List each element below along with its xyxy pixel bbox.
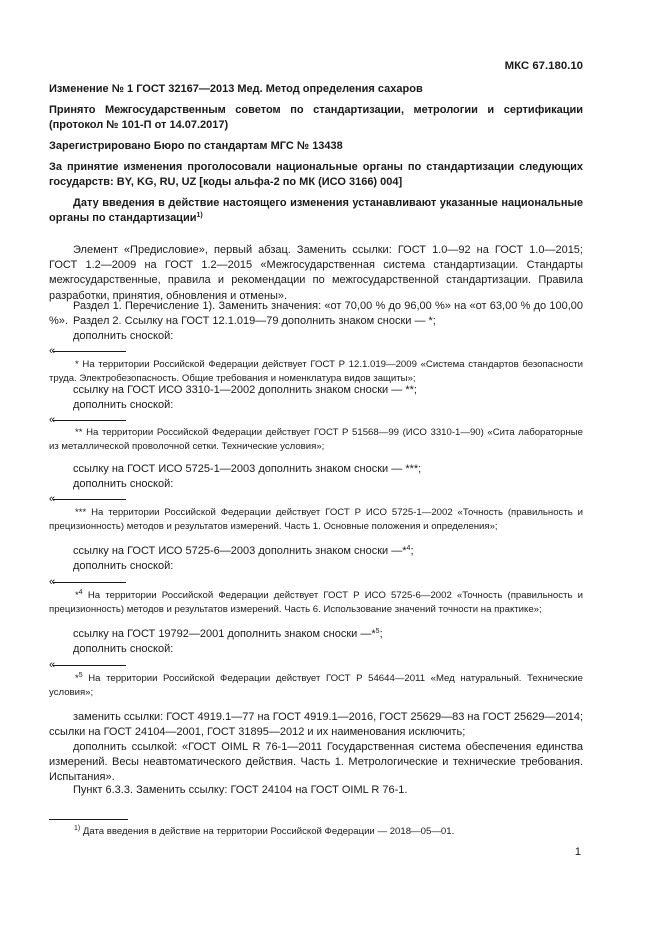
add-footnote-line: дополнить сноской: [73,399,174,411]
quote-mark: « [49,659,56,671]
page-number: 1 [574,846,581,858]
footnote-rule [53,665,126,666]
add-footnote-line: дополнить сноской: [73,560,174,572]
footnote-ref: 1) [196,212,203,219]
add-footnote-line: дополнить сноской: [73,330,174,342]
section2-paragraph: Раздел 2. Ссылку на ГОСТ 12.1.019—79 дополнить знаком сноски — *; [73,315,436,327]
footnote-3: *** На территории Российской Федерации действует ГОСТ Р ИСО 5725-1—2002 «Точность (правильность и прецизионность) методов и результатов измерений. Часть 1. Основные положения и определения»; [49,507,583,532]
ref5-line: ссылку на ГОСТ 19792—2001 дополнить знаком сноски —*$^5$; [73,628,383,640]
footnote-2: ** На территории Российской Федерации действует ГОСТ Р 51568—99 (ИСО 3310-1—90) «Сита лабораторные из металлической проволочной сетки. Технические условия»; [49,427,583,452]
add-footnote-line: дополнить сноской: [73,478,174,490]
registered-statement: Зарегистрировано Бюро по стандартам МГС № 13438 [49,140,343,152]
classification-code: МКС 67.180.10 [504,60,583,72]
preface-paragraph: Элемент «Предисловие», первый абзац. Заменить ссылки: ГОСТ 1.0—92 на ГОСТ 1.0—2015; ГОСТ 1.2—2009 на ГОСТ 1.2—2015 «Межгосударственная система стандартизации. Стандарты межгосударственные, правила и рекомендации по межгосударственной стандартизации. Правила разработки, принятия, обновления и отмены». [49,244,583,302]
footnote-rule [53,351,126,352]
ref4-line: ссылку на ГОСТ ИСО 5725-6—2003 дополнить знаком сноски —*$^4$; [73,545,414,557]
intro-date-statement: Дату введения в действие настоящего изменения устанавливают указанные национальные органы по стандартизации$^{1)}$ [49,197,583,224]
ref2-line: ссылку на ГОСТ ИСО 3310-1—2002 дополнить знаком сноски — **; [73,384,417,396]
footnote-rule [53,420,126,421]
adopted-statement: Принято Межгосударственным советом по стандартизации, метрологии и сертификации (протокол № 101-П от 14.07.2017) [49,104,583,131]
point-633-line: Пункт 6.3.3. Заменить ссылку: ГОСТ 24104 на ГОСТ OIML R 76-1. [73,784,408,796]
footnote-rule [53,582,126,583]
page-footnote-rule [49,819,128,820]
quote-mark: « [49,414,56,426]
ref3-line: ссылку на ГОСТ ИСО 5725-1—2003 дополнить знаком сноски — ***; [73,463,422,475]
quote-mark: « [49,576,56,588]
footnote-4: *$^4$ На территории Российской Федерации действует ГОСТ Р ИСО 5725-6—2002 «Точность (правильность и прецизионность) методов и результатов измерений. Часть 6. Использование значений точности на практике»; [49,589,583,615]
footnote-rule [53,499,126,500]
section1-paragraph: Раздел 1. Перечисление 1). Заменить значения: «от 70,00 % до 96,00 %» на «от 63,00 % до 100,00 %». [49,300,583,328]
voted-statement: За принятие изменения проголосовали национальные органы по стандартизации следующих государств: BY, KG, RU, UZ [коды альфа-2 по МК (ИСО 3166) 004] [49,161,583,188]
footnote-1: * На территории Российской Федерации действует ГОСТ Р 12.1.019—2009 «Система стандартов безопасности труда. Электробезопасность. Общие требования и номенклатура видов защиты»; [49,359,583,384]
quote-mark: « [49,345,56,357]
add-ref-paragraph: дополнить ссылкой: «ГОСТ OIML R 76-1—2011 Государственная система обеспечения единства измерений. Весы неавтоматического действия. Часть 1. Метрологические и технические требования. Испытания». [49,741,583,784]
replace-refs-paragraph: заменить ссылки: ГОСТ 4919.1—77 на ГОСТ 4919.1—2016, ГОСТ 25629—83 на ГОСТ 25629—2014; ссылки на ГОСТ 24104—2001, ГОСТ 31895—2012 и их наименования исключить; [49,711,583,739]
footnote-5: *$^5$ На территории Российской Федерации действует ГОСТ Р 54644—2011 «Мед натуральный. Технические условия»; [49,672,583,698]
add-footnote-line: дополнить сноской: [73,643,174,655]
quote-mark: « [49,493,56,505]
amendment-title: Изменение № 1 ГОСТ 32167—2013 Мед. Метод определения сахаров [49,83,423,95]
page-footnote: $^{1)}$ Дата введения в действие на территории Российской Федерации — 2018—05—01. [74,825,455,837]
